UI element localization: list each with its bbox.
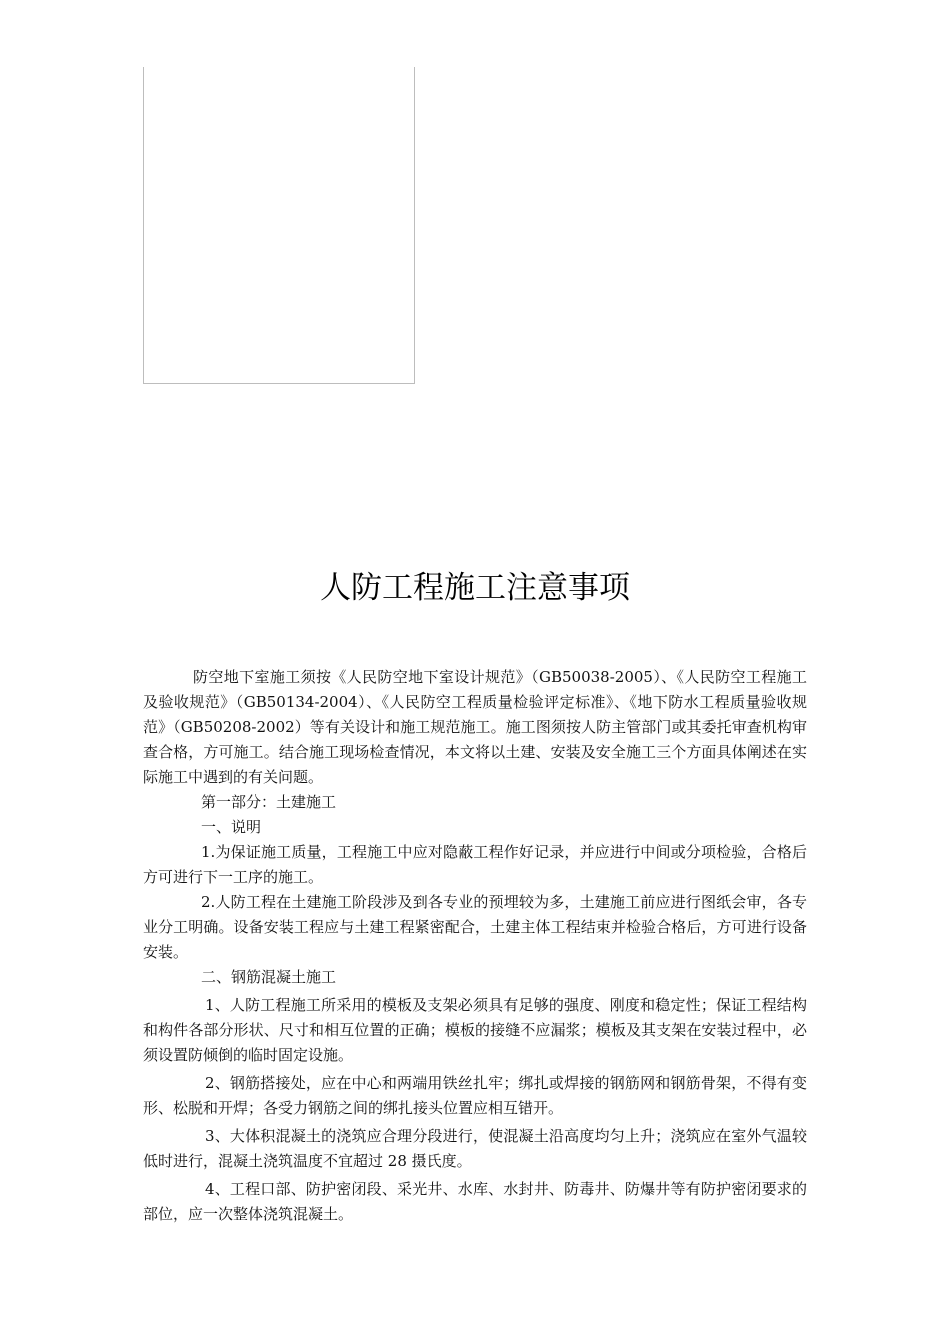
concrete-item-2: 2、钢筋搭接处，应在中心和两端用铁丝扎牢；绑扎或焊接的钢筋网和钢筋骨架，不得有变形、松脱和开焊；各受力钢筋之间的绑扎接头位置应相互错开。	[143, 1074, 807, 1117]
blank-image-frame	[143, 67, 415, 384]
section-heading-concrete: 二、钢筋混凝土施工	[201, 968, 337, 986]
document-title: 人防工程施工注意事项	[320, 570, 630, 606]
explanation-item-1: 1.为保证施工质量，工程施工中应对隐蔽工程作好记录，并应进行中间或分项检验，合格后方可进行下一工序的施工。	[143, 843, 807, 886]
part-heading: 第一部分：土建施工	[201, 793, 337, 811]
explanation-item-2: 2.人防工程在土建施工阶段涉及到各专业的预埋较为多，土建施工前应进行图纸会审，各专业分工明确。设备安装工程应与土建工程紧密配合，土建主体工程结束并检验合格后，方可进行设备安装。	[143, 893, 807, 961]
document-body	[143, 665, 807, 1227]
intro-paragraph: 防空地下室施工须按《人民防空地下室设计规范》（GB50038-2005）、《人民防空工程施工及验收规范》（GB50134-2004）、《人民防空工程质量检验评定标准》、《地下防水工程质量验收规范》（GB50208-2002）等有关设计和施工规范施工。施工图须按人防主管部门或其委托审查机构审查合格，方可施工。结合施工现场检查情况，本文将以土建、安装及安全施工三个方面具体阐述在实际施工中遇到的有关问题。	[143, 668, 807, 786]
concrete-item-4: 4、工程口部、防护密闭段、采光井、水库、水封井、防毒井、防爆井等有防护密闭要求的部位，应一次整体浇筑混凝土。	[143, 1180, 807, 1223]
concrete-item-1: 1、人防工程施工所采用的模板及支架必须具有足够的强度、刚度和稳定性；保证工程结构和构件各部分形状、尺寸和相互位置的正确；模板的接缝不应漏浆；模板及其支架在安装过程中，必须设置防倾倒的临时固定设施。	[143, 996, 807, 1064]
section-heading-explanation: 一、说明	[201, 818, 262, 836]
concrete-item-3: 3、大体积混凝土的浇筑应合理分段进行，使混凝土沿高度均匀上升；浇筑应在室外气温较低时进行，混凝土浇筑温度不宜超过 28 摄氏度。	[143, 1127, 807, 1170]
